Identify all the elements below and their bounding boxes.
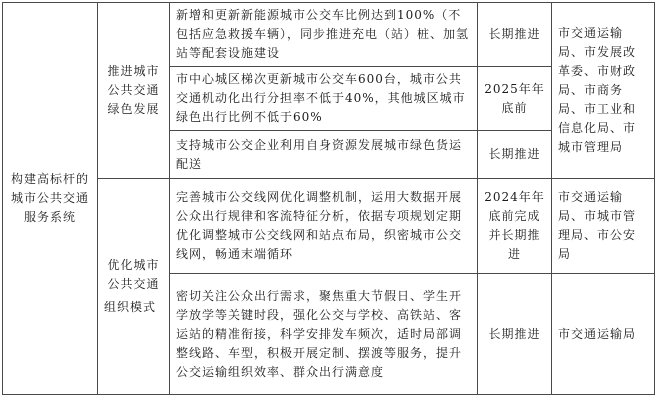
department-cell: 市交通运输局	[552, 274, 655, 395]
department-cell: 市交通运输局、市城市管理局、市公安局	[552, 179, 655, 274]
task-cell: 支持城市公交企业利用自身资源发展城市绿色货运配送	[170, 131, 478, 179]
department-cell: 市交通运输局、市发展改革委、市财政局、市商务局、市工业和信息化局、市城市管理局	[552, 3, 655, 179]
level2-category-cell: 推进城市公共交通绿色发展	[98, 3, 170, 179]
level2-category-cell	[98, 179, 170, 395]
table-row	[3, 179, 655, 274]
timeline-cell: 长期推进	[478, 131, 552, 179]
level2-label-head: 优化城市公共交通	[107, 258, 160, 291]
timeline-cell: 长期推进	[478, 3, 552, 67]
task-cell: 密切关注公众出行需求，聚焦重大节假日、学生开学放学等关键时段，强化公交与学校、高铁站、客运站的精准衔接，科学安排发车频次，适时局部调整线路、车型，积极开展定制、摆渡等服务，提升公交运输组织效率、群众出行满意度	[170, 274, 478, 395]
level2-label-tail: 组织模式	[104, 300, 157, 314]
task-cell: 完善城市公交线网优化调整机制，运用大数据开展公众出行规律和客流特征分析，依据专项规划定期优化调整城市公交线网和站点布局，织密城市公交线网，畅通末端循环	[170, 179, 478, 274]
timeline-cell: 2025年年底前	[478, 67, 552, 131]
timeline-cell: 2024年年底前完成并长期推进	[478, 179, 552, 274]
policy-table	[2, 2, 655, 395]
task-cell: 市中心城区梯次更新城市公交车600台，城市公共交通机动化出行分担率不低于40%，其他城区城市绿色出行比例不低于60%	[170, 67, 478, 131]
level1-category-cell: 构建高标杆的城市公共交通服务系统	[3, 3, 98, 395]
table-row	[3, 3, 655, 67]
timeline-cell: 长期推进	[478, 274, 552, 395]
task-cell: 新增和更新新能源城市公交车比例达到100%（不包括应急救援车辆），同步推进充电（站）桩、加氢站等配套设施建设	[170, 3, 478, 67]
